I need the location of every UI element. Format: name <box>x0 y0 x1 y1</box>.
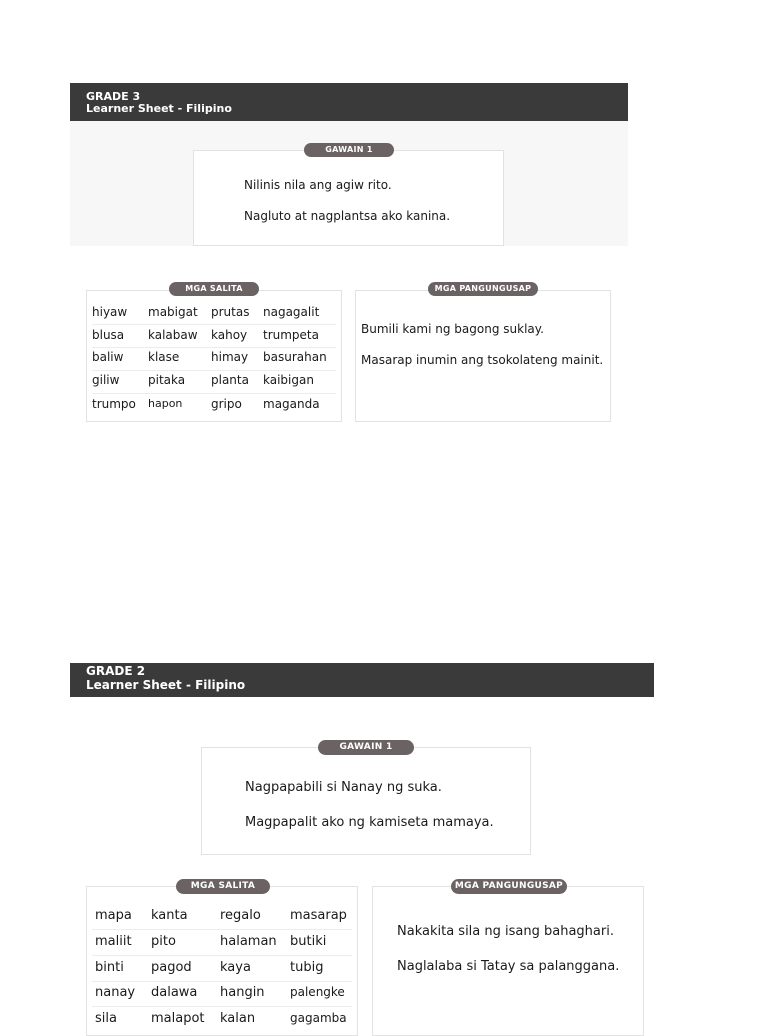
word-cell: pagod <box>151 960 192 975</box>
word-cell: gagamba <box>290 1011 347 1025</box>
word-cell: maganda <box>263 397 320 411</box>
word-cell: trumpeta <box>263 328 319 342</box>
pangungusap-sentence: Nakakita sila ng isang bahaghari. <box>397 924 614 939</box>
word-cell: maliit <box>95 934 132 949</box>
word-cell: palengke <box>290 985 345 999</box>
pangungusap-label: MGA PANGUNGUSAP <box>428 282 538 296</box>
grade-title: GRADE 2 <box>86 664 146 678</box>
word-cell: hapon <box>148 397 183 410</box>
gawain-box <box>201 747 531 855</box>
word-cell: baliw <box>92 350 124 364</box>
word-cell: regalo <box>220 908 261 923</box>
gawain-label: GAWAIN 1 <box>304 143 394 157</box>
word-cell: himay <box>211 350 249 364</box>
word-cell: prutas <box>211 305 250 319</box>
word-cell: basurahan <box>263 350 327 364</box>
word-cell: blusa <box>92 328 125 342</box>
word-cell: butiki <box>290 934 327 949</box>
word-cell: kanta <box>151 908 188 923</box>
gawain-sentence: Nagpapabili si Nanay ng suka. <box>245 780 442 795</box>
word-cell: kaibigan <box>263 373 314 387</box>
word-cell: mapa <box>95 908 132 923</box>
grade-title: GRADE 3 <box>86 90 141 103</box>
word-cell: giliw <box>92 373 120 387</box>
word-cell: nagagalit <box>263 305 320 319</box>
word-cell: masarap <box>290 908 347 923</box>
word-cell: nanay <box>95 985 136 1000</box>
pangungusap-sentence: Bumili kami ng bagong suklay. <box>361 322 544 336</box>
salita-label: MGA SALITA <box>169 282 259 296</box>
word-cell: malapot <box>151 1011 205 1026</box>
word-cell: binti <box>95 960 124 975</box>
word-cell: pitaka <box>148 373 186 387</box>
word-cell: kahoy <box>211 328 248 342</box>
word-cell: klase <box>148 350 180 364</box>
sheet-subtitle: Learner Sheet - Filipino <box>86 678 246 692</box>
word-cell: hangin <box>220 985 265 1000</box>
gawain-sentence: Magpapalit ako ng kamiseta mamaya. <box>245 815 494 830</box>
salita-label: MGA SALITA <box>176 879 270 894</box>
gawain-sentence: Nilinis nila ang agiw rito. <box>244 178 392 192</box>
word-cell: gripo <box>211 397 242 411</box>
pangungusap-label: MGA PANGUNGUSAP <box>451 879 567 894</box>
word-cell: tubig <box>290 960 324 975</box>
word-cell: mabigat <box>148 305 198 319</box>
word-cell: halaman <box>220 934 277 949</box>
pangungusap-sentence: Naglalaba si Tatay sa palanggana. <box>397 959 620 974</box>
pangungusap-sentence: Masarap inumin ang tsokolateng mainit. <box>361 353 604 367</box>
word-cell: planta <box>211 373 249 387</box>
gawain-label: GAWAIN 1 <box>318 740 414 755</box>
word-cell: kaya <box>220 960 251 975</box>
gawain-sentence: Nagluto at nagplantsa ako kanina. <box>244 209 451 223</box>
sheet-subtitle: Learner Sheet - Filipino <box>86 102 232 115</box>
word-cell: kalabaw <box>148 328 198 342</box>
header-banner <box>70 663 654 697</box>
word-cell: sila <box>95 1011 117 1026</box>
gawain-box <box>193 150 504 246</box>
word-cell: dalawa <box>151 985 198 1000</box>
header-banner <box>70 83 628 121</box>
word-cell: pito <box>151 934 176 949</box>
word-cell: hiyaw <box>92 305 128 319</box>
word-cell: kalan <box>220 1011 256 1026</box>
word-cell: trumpo <box>92 397 136 411</box>
